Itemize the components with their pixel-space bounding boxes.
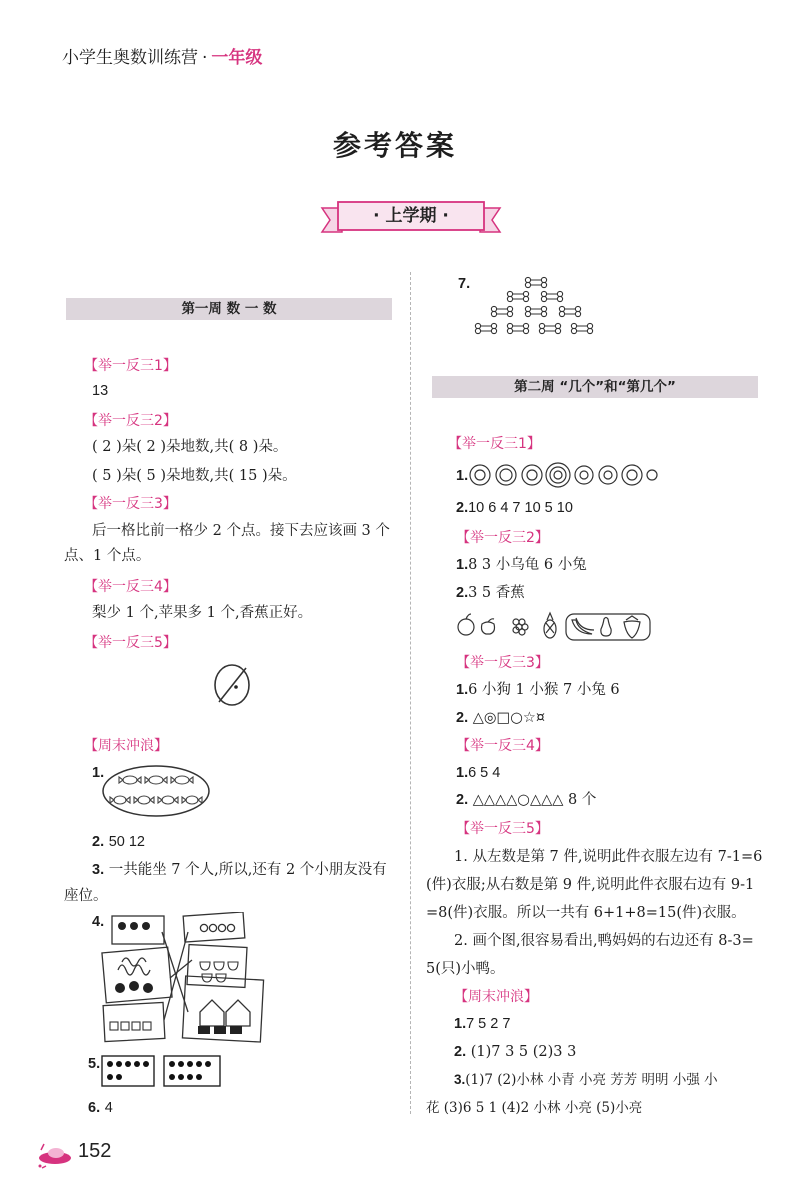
- tag-practice-5: 【举一反三5】: [84, 635, 177, 651]
- r4-q1: [456, 763, 500, 783]
- r-weekend-q3-number: 3.: [454, 1072, 466, 1087]
- r2-q2: [456, 583, 525, 603]
- r-tag-weekend: 【周末冲浪】: [454, 989, 538, 1005]
- answer-4: 梨少 1 个,苹果多 1 个,香蕉正好。: [92, 605, 313, 621]
- r3-q1: [456, 680, 620, 700]
- matching-figure: [100, 912, 278, 1046]
- candy-oval-figure: [100, 762, 212, 820]
- tag-practice-2: 【举一反三2】: [84, 413, 177, 429]
- r3-q2-text: △◎□○☆¤: [472, 710, 546, 726]
- weekend-q2-number: 2.: [92, 834, 105, 850]
- weekend-q3-number: 3.: [92, 862, 105, 878]
- r2-q1: [456, 555, 587, 575]
- banana-icon: [572, 618, 594, 634]
- answer-1: 13: [92, 383, 109, 399]
- page-number: 152: [78, 1140, 112, 1162]
- weekend-q6-number: 6.: [88, 1100, 101, 1116]
- tag-practice-4: 【举一反三4】: [84, 579, 177, 595]
- weekend-q2-text: 50 12: [108, 834, 145, 850]
- r-weekend-q2-text: (1)7 3 5 (2)3 3: [470, 1044, 577, 1060]
- column-divider: [410, 272, 411, 1114]
- ring-icon: [496, 465, 516, 485]
- flower-icon: [647, 470, 657, 480]
- pear-icon: [601, 618, 611, 637]
- r-tag-practice-5: 【举一反三5】: [456, 821, 549, 837]
- flower-icon: [522, 465, 542, 485]
- bone-icon: [507, 323, 528, 333]
- answer-3-line1: 后一格比前一格少 2 个点。接下去应该画 3 个: [92, 523, 390, 539]
- r4-q2: [456, 790, 596, 810]
- candy-icon: [145, 776, 167, 784]
- ring-icon: [546, 463, 570, 487]
- r-weekend-q1-number: 1.: [454, 1016, 467, 1032]
- candy-icon: [182, 796, 202, 804]
- bone-icon: [559, 306, 580, 316]
- bone-icon: [475, 323, 496, 333]
- weekend-q6-text: 4: [104, 1100, 113, 1116]
- weekend-q3-line1: [92, 860, 387, 880]
- bone-pyramid-figure: [468, 276, 604, 340]
- r-weekend-q1-text: 7 5 2 7: [466, 1016, 511, 1032]
- r1-q2: [456, 498, 573, 518]
- candy-icon: [119, 776, 141, 784]
- r2-q2-number: 2.: [456, 585, 469, 601]
- r-weekend-q1: [454, 1014, 510, 1034]
- bone-icon: [491, 306, 512, 316]
- candy-icon: [110, 796, 130, 804]
- bone-icon: [539, 323, 560, 333]
- header-dot: ·: [202, 48, 208, 68]
- r-tag-practice-2: 【举一反三2】: [456, 530, 549, 546]
- answer-2-line2: ( 5 )朵( 5 )朵地数,共( 15 )朵。: [92, 468, 297, 484]
- r4-q2-text: △△△△○△△△ 8 个: [472, 792, 597, 808]
- ufo-icon: [36, 1140, 74, 1170]
- r3-q2-number: 2.: [456, 710, 469, 726]
- r-weekend-q2-number: 2.: [454, 1044, 467, 1060]
- running-header: [62, 48, 262, 68]
- bone-icon: [571, 323, 592, 333]
- apple-icon: [458, 614, 474, 635]
- weekend-q2: [92, 832, 145, 852]
- candy-icon: [171, 776, 193, 784]
- week1-bar: 第一周 数 一 数: [66, 298, 392, 320]
- r3-q1-text: 6 小狗 1 小猴 7 小兔 6: [468, 682, 620, 698]
- r-weekend-q3-line2: 花 (3)6 5 1 (4)2 小林 小亮 (5)小亮: [426, 1100, 643, 1116]
- r-weekend-q3-text: (1)7 (2)小林 小青 小亮 芳芳 明明 小强 小: [465, 1072, 718, 1088]
- weekend-q6: [88, 1098, 113, 1118]
- week2-bar: 第二周 “几个”和“第几个”: [432, 376, 758, 398]
- r3-q2: [456, 708, 545, 728]
- strawberry-icon: [624, 616, 640, 638]
- flower-row-figure: [468, 460, 658, 490]
- r2-q2-text: 3 5 香蕉: [468, 585, 525, 601]
- peach-icon: [482, 619, 495, 634]
- weekend-q3-text: 一共能坐 7 个人,所以,还有 2 个小朋友没有: [108, 862, 387, 878]
- bone-icon: [525, 277, 546, 287]
- tag-practice-3: 【举一反三3】: [84, 496, 177, 512]
- flower-icon: [599, 466, 617, 484]
- dot-boxes-figure: [100, 1054, 240, 1088]
- pineapple-icon: [544, 613, 556, 638]
- answer-3-line2: 点、1 个点。: [64, 548, 151, 564]
- weekend-q4-number: 4.: [92, 914, 105, 930]
- r4-q1-text: 6 5 4: [468, 765, 501, 781]
- tag-practice-1: 【举一反三1】: [84, 358, 177, 374]
- bone-icon: [541, 291, 562, 301]
- weekend-q1-number: 1.: [92, 765, 105, 781]
- r2-q1-text: 8 3 小乌龟 6 小兔: [468, 557, 587, 573]
- weekend-q3-line2: 座位。: [64, 888, 108, 904]
- r5-p2-line2: 5(只)小鸭。: [426, 961, 505, 977]
- ring-icon: [622, 465, 642, 485]
- fruit-row-figure: [454, 610, 658, 642]
- answer-2-line1: ( 2 )朵( 2 )朵地数,共( 8 )朵。: [92, 439, 288, 455]
- r-tag-practice-1: 【举一反三1】: [448, 436, 541, 452]
- r-tag-practice-3: 【举一反三3】: [456, 655, 549, 671]
- r1-q2-number: 2.: [456, 500, 469, 516]
- series-title: 小学生奥数训练营: [62, 48, 198, 68]
- r5-p1-line1: 1. 从左数是第 7 件,说明此件衣服左边有 7-1=6: [454, 849, 763, 865]
- r1-q2-text: 10 6 4 7 10 5 10: [468, 500, 573, 516]
- r4-q1-number: 1.: [456, 765, 469, 781]
- candy-icon: [158, 796, 178, 804]
- tag-weekend: 【周末冲浪】: [84, 738, 168, 754]
- bone-icon: [507, 291, 528, 301]
- r3-q1-number: 1.: [456, 682, 469, 698]
- r1-q1-number: 1.: [456, 468, 469, 484]
- grade-label: 一年级: [211, 48, 263, 68]
- circle-dot-figure: [208, 660, 256, 710]
- section-banner-label: · 上学期 ·: [373, 206, 449, 226]
- page-title: 参考答案: [332, 129, 457, 162]
- r-weekend-q2: [454, 1042, 576, 1062]
- r-tag-practice-4: 【举一反三4】: [456, 738, 549, 754]
- r4-q2-number: 2.: [456, 792, 469, 808]
- r5-p1-line2: (件)衣服;从右数是第 9 件,说明此件衣服右边有 9-1: [426, 877, 755, 893]
- bone-icon: [525, 306, 546, 316]
- r5-p2-line1: 2. 画个图,很容易看出,鸭妈妈的右边还有 8-3=: [454, 933, 754, 949]
- r2-q1-number: 1.: [456, 557, 469, 573]
- weekend-q5-number: 5.: [88, 1056, 101, 1072]
- flower-icon: [575, 466, 593, 484]
- flower-icon: [470, 465, 490, 485]
- candy-icon: [134, 796, 154, 804]
- q7-number: 7.: [458, 276, 471, 292]
- r5-p1-line3: =8(件)衣服。所以一共有 6+1+8=15(件)衣服。: [426, 905, 746, 921]
- grapes-icon: [513, 619, 528, 635]
- r-weekend-q3-line1: [454, 1070, 718, 1090]
